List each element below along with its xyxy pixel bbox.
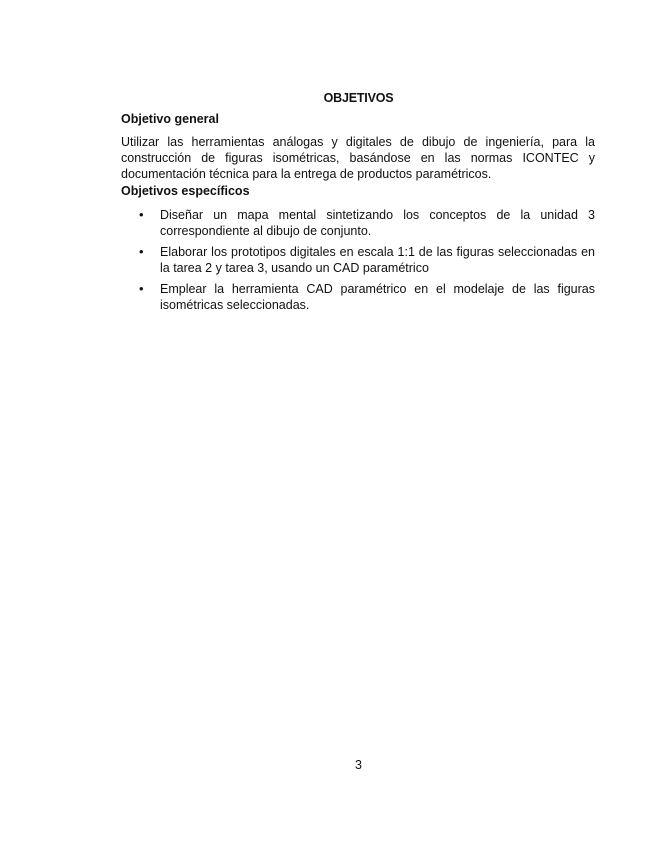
bullet-icon: • <box>139 244 144 259</box>
list-item <box>121 244 595 276</box>
general-objective-text: Utilizar las herramientas análogas y digitales de dibujo de ingeniería, para la construcción de figuras isométricas, basándose en las normas ICONTEC y documentación técnica para la entrega de productos paramétricos. <box>121 135 595 181</box>
general-objective-heading: Objetivo general <box>121 112 219 126</box>
bullet-icon: • <box>139 207 144 222</box>
specific-objectives-list <box>121 207 595 318</box>
bullet-icon: • <box>139 281 144 296</box>
list-item <box>121 207 595 239</box>
list-item <box>121 281 595 313</box>
list-item-text: Diseñar un mapa mental sintetizando los conceptos de la unidad 3 correspondiente al dibujo de conjunto. <box>160 208 595 238</box>
page-title: OBJETIVOS <box>323 91 394 105</box>
list-item-text: Emplear la herramienta CAD paramétrico en el modelaje de las figuras isométricas seleccionadas. <box>160 282 595 312</box>
list-item-text: Elaborar los prototipos digitales en escala 1:1 de las figuras seleccionadas en la tarea 2 y tarea 3, usando un CAD paramétrico <box>160 245 595 275</box>
specific-objectives-heading: Objetivos específicos <box>121 184 250 198</box>
page-number: 3 <box>355 758 362 772</box>
